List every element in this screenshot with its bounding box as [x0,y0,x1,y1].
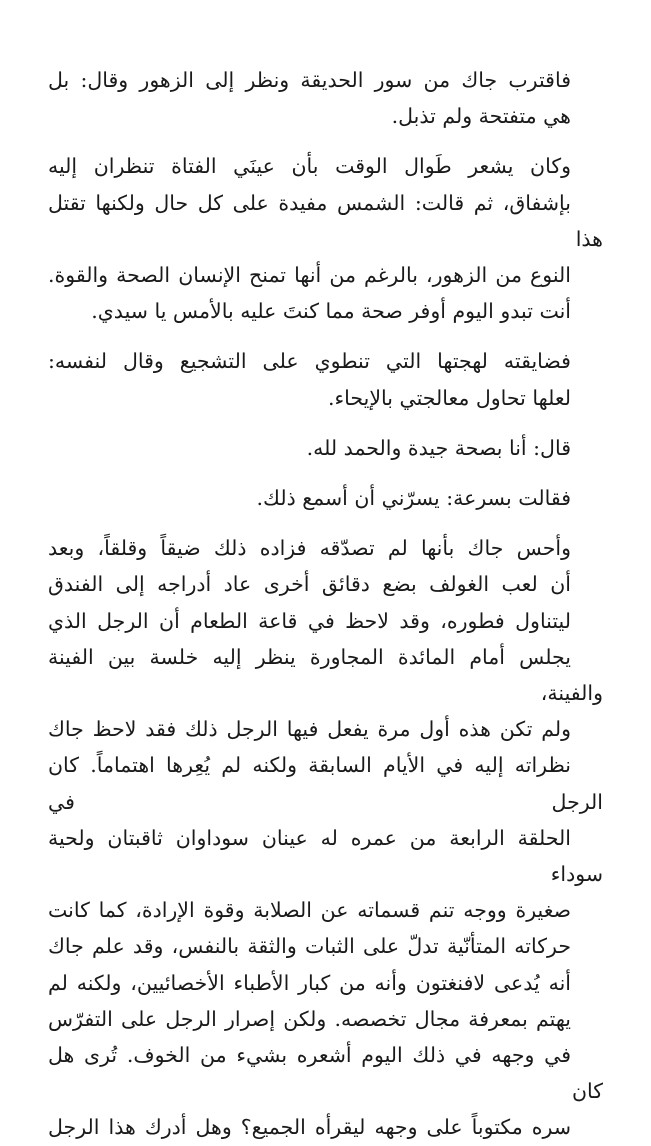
text-line: أن لعب الغولف بضع دقائق أخرى عاد أدراجه إلى الفندق [48,572,571,597]
text-line: النوع من الزهور، بالرغم من أنها تمنح الإنسان الصحة والقوة. [48,263,571,288]
paragraph [48,480,603,516]
text-line: فضايقته لهجتها التي تنطوي على التشجيع وقال لنفسه: [48,349,571,374]
text-line: حركاته المتأنّية تدلّ على الثبات والثقة بالنفس، وقد علم جاك [48,934,571,959]
text-line: فقالت بسرعة: يسرّني أن أسمع ذلك. [256,486,571,511]
text-line: هي متفتحة ولم تذبل. [391,104,571,129]
paragraph [48,62,603,134]
text-line: صغيرة ووجه تنم قسماته عن الصلابة وقوة الإرادة، كما كانت [48,898,571,923]
text-line: ليتناول فطوره، وقد لاحظ في قاعة الطعام أن الرجل الذي [48,608,571,633]
paragraph [48,343,603,415]
text-line: نظراته إليه في الأيام السابقة ولكنه لم يُعِرها اهتماماً. كان الرجل في [48,753,603,814]
text-line: أنت تبدو اليوم أوفر صحة مما كنتَ عليه بالأمس يا سيدي. [91,299,571,324]
text-line: يهتم بمعرفة مجال تخصصه. ولكن إصرار الرجل على التفرّس [48,1006,571,1031]
text-line: وأحس جاك بأنها لم تصدّقه فزاده ذلك ضيقاً وقلقاً، وبعد [48,536,571,561]
paragraph [48,430,603,466]
text-line: يجلس أمام المائدة المجاورة ينظر إليه خلسة بين الفينة والفينة، [48,644,603,706]
text-line: فاقترب جاك من سور الحديقة ونظر إلى الزهور وقال: بل [48,68,571,92]
text-line: قال: أنا بصحة جيدة والحمد لله. [306,435,571,460]
text-line: أنه يُدعى لافنغتون وأنه من كبار الأطباء الأخصائيين، ولكنه لم [48,970,571,995]
paragraph [48,148,603,329]
text-line: بإشفاق، ثم قالت: الشمس مفيدة على كل حال ولكنها تقتل هذا [48,190,603,251]
text-line: لعلها تحاول معالجتي بالإيحاء. [328,385,571,410]
text-line: ولم تكن هذه أول مرة يفعل فيها الرجل ذلك فقد لاحظ جاك [48,717,571,742]
text-line: وكان يشعر طَوال الوقت بأن عينَي الفتاة تنظران إليه [48,154,571,179]
paragraph [48,530,603,1145]
text-line: في وجهه في ذلك اليوم أشعره بشيء من الخوف. تُرى هل كان [48,1043,603,1104]
text-line: سره مكتوباً على وجهه ليقرأه الجميع؟ وهل أدرك هذا الرجل [48,1115,571,1140]
text-line: الحلقة الرابعة من عمره له عينان سوداوان ثاقبتان ولحية سوداء [48,825,603,887]
